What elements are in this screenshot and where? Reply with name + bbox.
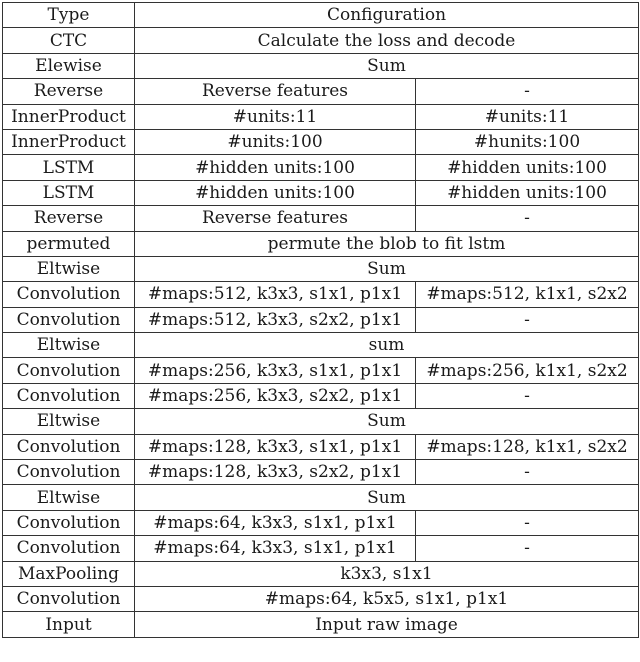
row-type: Convolution xyxy=(3,536,135,561)
row-config: Input raw image xyxy=(135,612,639,637)
table-row xyxy=(3,434,639,459)
table-row xyxy=(3,206,639,231)
row-type: Eltwise xyxy=(3,409,135,434)
table-row xyxy=(3,485,639,510)
row-config: Sum xyxy=(135,485,639,510)
table-row xyxy=(3,129,639,154)
table-header-row xyxy=(3,3,639,28)
row-config: #maps:64, k5x5, s1x1, p1x1 xyxy=(135,586,639,611)
row-type: Elewise xyxy=(3,53,135,78)
row-config-branch-b: - xyxy=(416,206,639,231)
row-config-branch-a: #maps:512, k3x3, s1x1, p1x1 xyxy=(135,282,416,307)
row-config-branch-b: - xyxy=(416,383,639,408)
row-config-branch-a: #maps:64, k3x3, s1x1, p1x1 xyxy=(135,510,416,535)
row-config: Calculate the loss and decode xyxy=(135,28,639,53)
table-row xyxy=(3,409,639,434)
row-config-branch-b: - xyxy=(416,460,639,485)
table-row xyxy=(3,460,639,485)
row-config-branch-b: #maps:128, k1x1, s2x2 xyxy=(416,434,639,459)
table-row xyxy=(3,282,639,307)
row-config-branch-b: #maps:512, k1x1, s2x2 xyxy=(416,282,639,307)
row-type: Convolution xyxy=(3,586,135,611)
table-row xyxy=(3,231,639,256)
table-row xyxy=(3,612,639,637)
table-row xyxy=(3,561,639,586)
row-type: MaxPooling xyxy=(3,561,135,586)
row-type: Convolution xyxy=(3,307,135,332)
row-type: Eltwise xyxy=(3,256,135,281)
table-row xyxy=(3,358,639,383)
row-type: CTC xyxy=(3,28,135,53)
row-type: Convolution xyxy=(3,383,135,408)
header-type: Type xyxy=(3,3,135,28)
row-config: Sum xyxy=(135,53,639,78)
row-config-branch-a: #maps:256, k3x3, s2x2, p1x1 xyxy=(135,383,416,408)
table-row xyxy=(3,180,639,205)
row-type: Convolution xyxy=(3,282,135,307)
row-config-branch-b: #hidden units:100 xyxy=(416,180,639,205)
table-row xyxy=(3,155,639,180)
row-config: sum xyxy=(135,333,639,358)
table-row xyxy=(3,536,639,561)
row-type: Input xyxy=(3,612,135,637)
row-type: Eltwise xyxy=(3,485,135,510)
table-row xyxy=(3,510,639,535)
row-type: Reverse xyxy=(3,79,135,104)
table-row xyxy=(3,79,639,104)
table-row xyxy=(3,53,639,78)
row-config-branch-a: #hidden units:100 xyxy=(135,180,416,205)
row-config-branch-a: #maps:512, k3x3, s2x2, p1x1 xyxy=(135,307,416,332)
table-row xyxy=(3,256,639,281)
row-type: LSTM xyxy=(3,155,135,180)
row-config: k3x3, s1x1 xyxy=(135,561,639,586)
table-row xyxy=(3,586,639,611)
row-type: Eltwise xyxy=(3,333,135,358)
row-config-branch-b: - xyxy=(416,79,639,104)
table-row xyxy=(3,104,639,129)
row-type: Convolution xyxy=(3,510,135,535)
row-config-branch-a: #hidden units:100 xyxy=(135,155,416,180)
table-row xyxy=(3,333,639,358)
row-config-branch-a: #maps:64, k3x3, s1x1, p1x1 xyxy=(135,536,416,561)
architecture-table xyxy=(2,2,639,638)
row-config-branch-b: #units:11 xyxy=(416,104,639,129)
table-row xyxy=(3,307,639,332)
row-type: InnerProduct xyxy=(3,129,135,154)
table-row xyxy=(3,383,639,408)
row-config: permute the blob to fit lstm xyxy=(135,231,639,256)
row-type: Convolution xyxy=(3,358,135,383)
row-config-branch-b: #hunits:100 xyxy=(416,129,639,154)
row-config: Sum xyxy=(135,409,639,434)
row-config-branch-a: Reverse features xyxy=(135,79,416,104)
row-config-branch-a: #maps:128, k3x3, s2x2, p1x1 xyxy=(135,460,416,485)
row-config-branch-a: Reverse features xyxy=(135,206,416,231)
row-type: permuted xyxy=(3,231,135,256)
row-config-branch-b: #maps:256, k1x1, s2x2 xyxy=(416,358,639,383)
table-row xyxy=(3,28,639,53)
row-config: Sum xyxy=(135,256,639,281)
header-configuration: Configuration xyxy=(135,3,639,28)
row-config-branch-a: #maps:128, k3x3, s1x1, p1x1 xyxy=(135,434,416,459)
row-type: LSTM xyxy=(3,180,135,205)
row-type: InnerProduct xyxy=(3,104,135,129)
row-config-branch-a: #units:100 xyxy=(135,129,416,154)
row-config-branch-b: #hidden units:100 xyxy=(416,155,639,180)
row-config-branch-b: - xyxy=(416,536,639,561)
row-config-branch-a: #maps:256, k3x3, s1x1, p1x1 xyxy=(135,358,416,383)
row-config-branch-b: - xyxy=(416,510,639,535)
row-type: Convolution xyxy=(3,460,135,485)
row-type: Reverse xyxy=(3,206,135,231)
row-config-branch-a: #units:11 xyxy=(135,104,416,129)
row-type: Convolution xyxy=(3,434,135,459)
row-config-branch-b: - xyxy=(416,307,639,332)
